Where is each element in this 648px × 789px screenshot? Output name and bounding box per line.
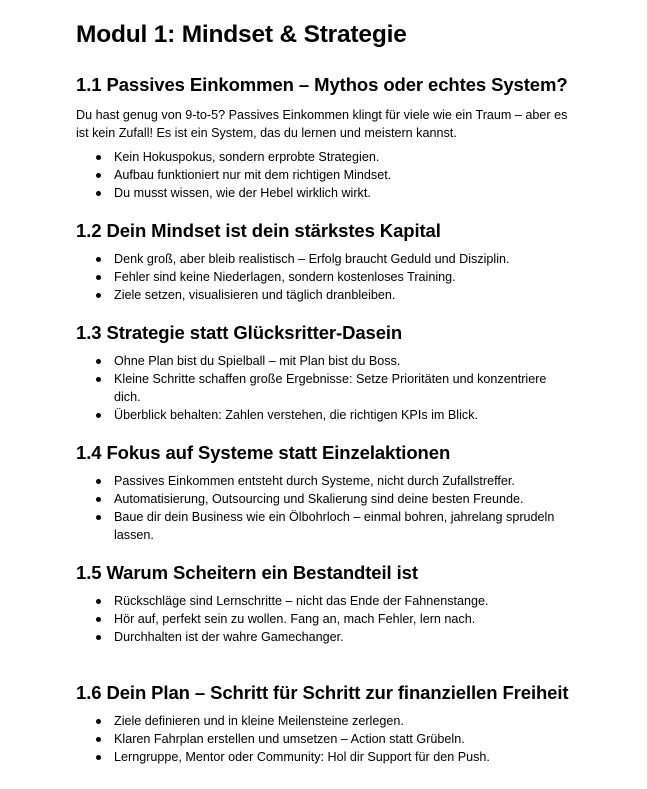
list-item: Passives Einkommen entsteht durch Systeme, nicht durch Zufallstreffer. bbox=[76, 472, 576, 490]
section-intro: Du hast genug von 9-to-5? Passives Einkommen klingt für viele wie ein Traum – aber es ist kein Zufall! Es ist ein System, das du lernen und meistern kannst. bbox=[76, 108, 568, 140]
list-item: Baue dir dein Business wie ein Ölbohrloch – einmal bohren, jahrelang sprudeln lassen. bbox=[76, 508, 576, 544]
section-1-6 bbox=[76, 680, 576, 766]
list-item: Hör auf, perfekt sein zu wollen. Fang an, mach Fehler, lern nach. bbox=[76, 610, 576, 628]
section-1-5 bbox=[76, 560, 576, 646]
section-1-4 bbox=[76, 440, 576, 544]
section-1-2 bbox=[76, 218, 576, 304]
bullet-list bbox=[76, 592, 576, 646]
list-item: Kein Hokuspokus, sondern erprobte Strategien. bbox=[76, 148, 576, 166]
list-item: Ziele definieren und in kleine Meilensteine zerlegen. bbox=[76, 712, 576, 730]
bullet-list bbox=[76, 250, 576, 304]
list-item: Denk groß, aber bleib realistisch – Erfolg braucht Geduld und Disziplin. bbox=[76, 250, 576, 268]
section-1-1 bbox=[76, 72, 576, 202]
list-item: Ziele setzen, visualisieren und täglich dranbleiben. bbox=[76, 286, 576, 304]
bullet-list bbox=[76, 352, 576, 424]
section-heading: 1.1 Passives Einkommen – Mythos oder echtes System? bbox=[76, 74, 568, 95]
list-item: Automatisierung, Outsourcing und Skalierung sind deine besten Freunde. bbox=[76, 490, 576, 508]
bullet-list bbox=[76, 712, 576, 766]
list-item: Durchhalten ist der wahre Gamechanger. bbox=[76, 628, 576, 646]
section-heading: 1.4 Fokus auf Systeme statt Einzelaktionen bbox=[76, 442, 451, 463]
list-item: Ohne Plan bist du Spielball – mit Plan bist du Boss. bbox=[76, 352, 576, 370]
list-item: Fehler sind keine Niederlagen, sondern kostenloses Training. bbox=[76, 268, 576, 286]
list-item: Klaren Fahrplan erstellen und umsetzen – Action statt Grübeln. bbox=[76, 730, 576, 748]
list-item: Kleine Schritte schaffen große Ergebnisse: Setze Prioritäten und konzentriere dich. bbox=[76, 370, 576, 406]
page-title: Modul 1: Mindset & Strategie bbox=[76, 21, 407, 48]
section-heading: 1.3 Strategie statt Glücksritter-Dasein bbox=[76, 322, 403, 343]
list-item: Aufbau funktioniert nur mit dem richtigen Mindset. bbox=[76, 166, 576, 184]
section-heading: 1.2 Dein Mindset ist dein stärkstes Kapital bbox=[76, 220, 441, 241]
list-item: Du musst wissen, wie der Hebel wirklich wirkt. bbox=[76, 184, 576, 202]
document-body bbox=[76, 18, 576, 766]
bullet-list bbox=[76, 472, 576, 544]
list-item: Rückschläge sind Lernschritte – nicht das Ende der Fahnenstange. bbox=[76, 592, 576, 610]
section-heading: 1.6 Dein Plan – Schritt für Schritt zur finanziellen Freiheit bbox=[76, 682, 569, 703]
section-1-3 bbox=[76, 320, 576, 424]
bullet-list bbox=[76, 148, 576, 202]
list-item: Lerngruppe, Mentor oder Community: Hol dir Support für den Push. bbox=[76, 748, 576, 766]
list-item: Überblick behalten: Zahlen verstehen, die richtigen KPIs im Blick. bbox=[76, 406, 576, 424]
section-heading: 1.5 Warum Scheitern ein Bestandteil ist bbox=[76, 562, 418, 583]
